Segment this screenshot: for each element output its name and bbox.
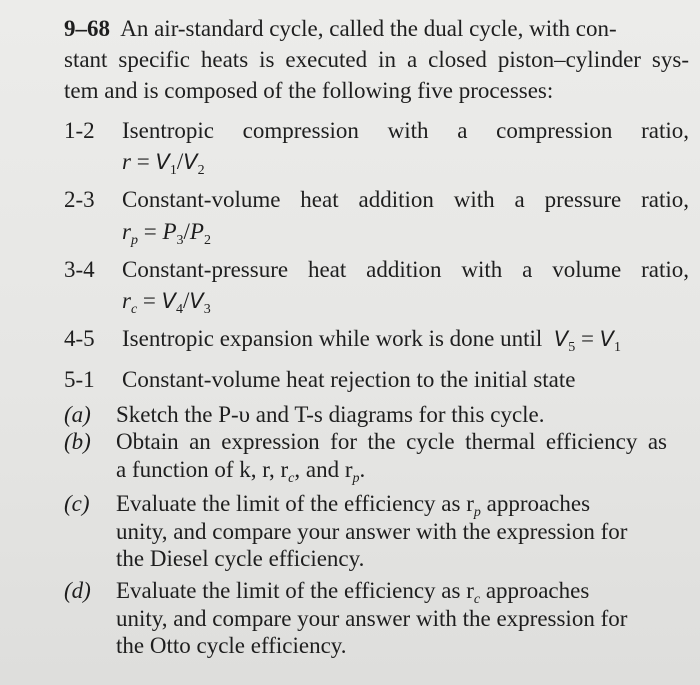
question-a-label: (a) xyxy=(64,402,91,427)
process-4-5-text: Isentropic expansion while work is done until $V_5 = V_1$ xyxy=(122,326,622,355)
question-c-line-3: the Diesel cycle efficiency. xyxy=(116,546,365,571)
question-b-label: (b) xyxy=(64,429,91,454)
process-1-2-equation: $r = V_1/V_2$ xyxy=(122,149,205,178)
process-1-2-id: 1-2 xyxy=(64,118,95,143)
question-c-line-1: Evaluate the limit of the efficiency as $r_p$ approaches xyxy=(116,491,591,520)
question-b-line-2: a function of k, r, $r_c$, and $r_p$. xyxy=(116,457,366,486)
problem-intro-line-1 xyxy=(64,15,617,43)
problem-number: 9–68 xyxy=(64,16,110,41)
intro-text-1: An air-standard cycle, called the dual cycle, with con- xyxy=(120,16,617,41)
question-c-label: (c) xyxy=(64,491,90,516)
question-b-line-1: Obtain an expression for the cycle thermal efficiency as xyxy=(116,429,667,454)
process-3-4-equation: $r_c = V_4/V_3$ xyxy=(122,288,211,317)
process-3-4-id: 3-4 xyxy=(64,257,95,282)
problem-intro-line-2: stant specific heats is executed in a closed piston–cylinder sys- xyxy=(64,47,689,72)
problem-intro-line-3: tem and is composed of the following five processes: xyxy=(64,78,554,103)
question-c-line-2: unity, and compare your answer with the expression for xyxy=(116,519,628,544)
process-3-4-text: Constant-pressure heat addition with a volume ratio, xyxy=(122,257,689,282)
process-2-3-equation: $r_p = P_3/P_2$ xyxy=(122,219,211,248)
process-5-1-id: 5-1 xyxy=(64,367,95,392)
question-a-text: Sketch the P-υ and T-s diagrams for this cycle. xyxy=(116,402,545,427)
process-5-1-text: Constant-volume heat rejection to the initial state xyxy=(122,367,576,392)
process-4-5-id: 4-5 xyxy=(64,326,95,351)
question-d-label: (d) xyxy=(64,578,91,603)
question-d-line-3: the Otto cycle efficiency. xyxy=(116,633,347,658)
process-1-2-text: Isentropic compression with a compression ratio, xyxy=(122,118,689,143)
process-2-3-id: 2-3 xyxy=(64,187,95,212)
question-d-line-2: unity, and compare your answer with the expression for xyxy=(116,606,628,631)
process-2-3-text: Constant-volume heat addition with a pressure ratio, xyxy=(122,187,689,212)
question-d-line-1: Evaluate the limit of the efficiency as $r_c$ approaches xyxy=(116,578,590,607)
